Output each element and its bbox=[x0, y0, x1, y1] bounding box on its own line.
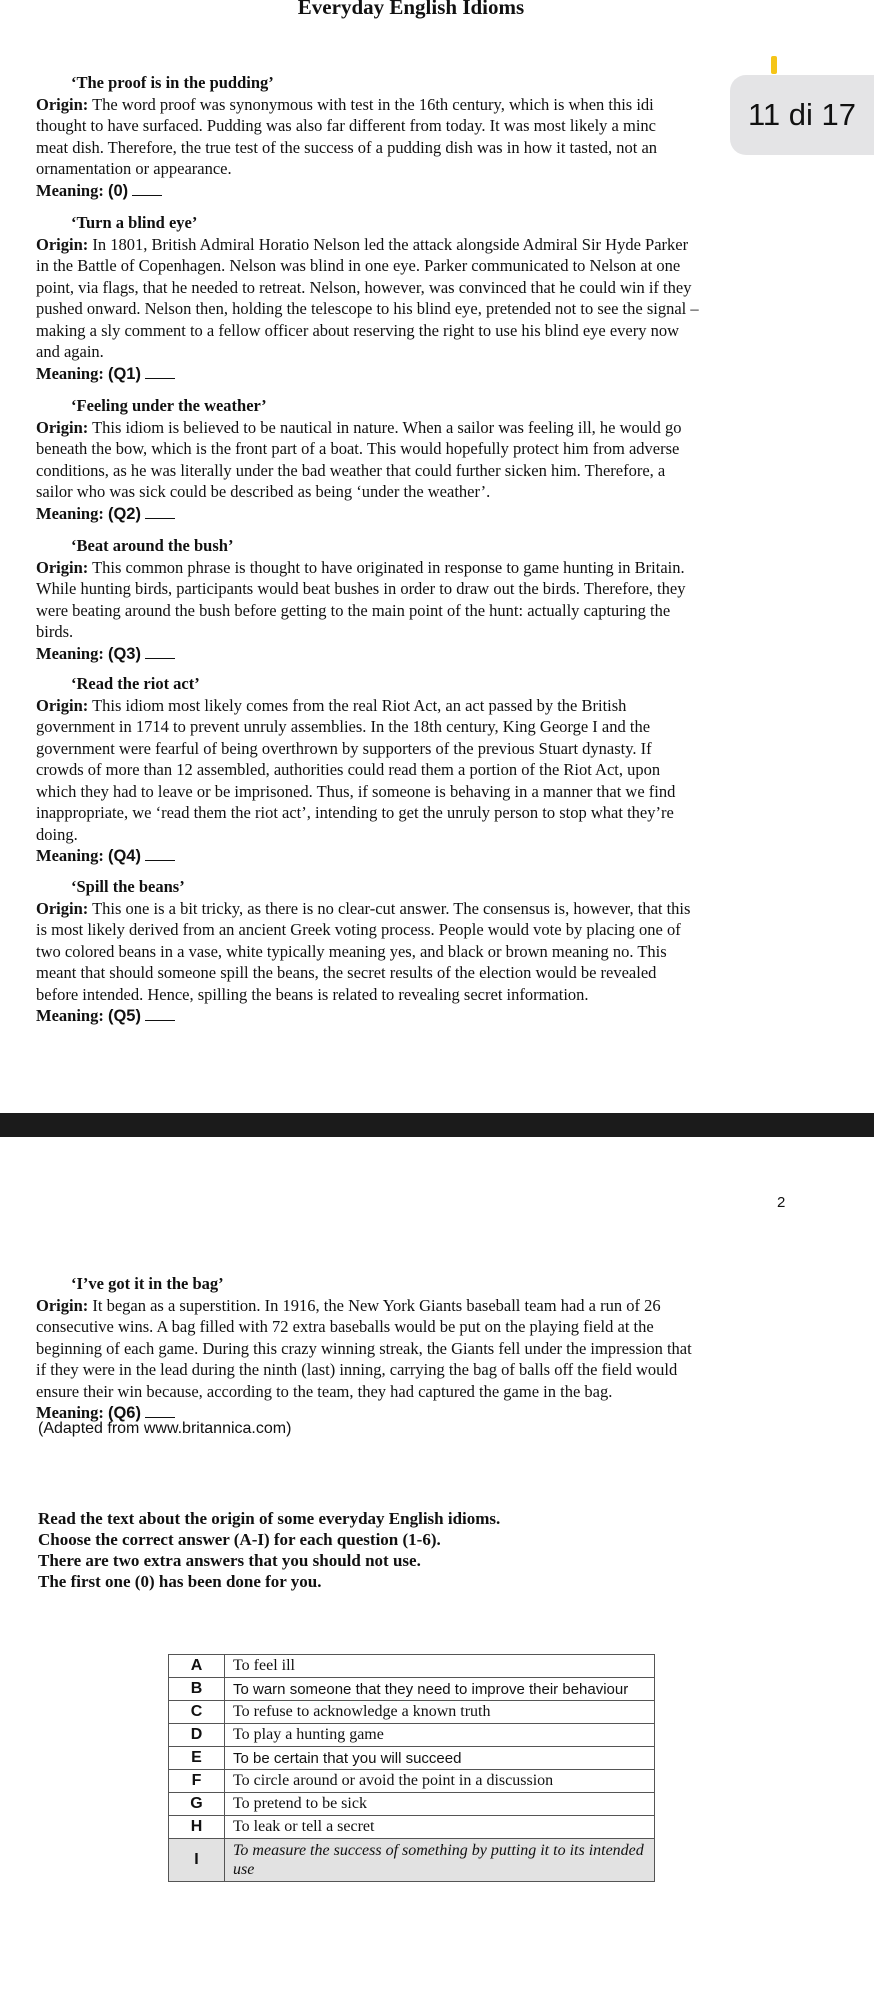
idiom-meaning bbox=[36, 845, 786, 868]
answer-blank[interactable] bbox=[145, 646, 175, 659]
origin-line: Origin: This common phrase is thought to have originated in response to game hunting in Britain. bbox=[36, 557, 685, 577]
idiom-title: ‘I’ve got it in the bag’ bbox=[71, 1274, 224, 1293]
origin-line: thought to have surfaced. Pudding was also far different from today. It was most likely a minc bbox=[36, 116, 656, 135]
idiom-origin bbox=[36, 695, 786, 846]
origin-line: While hunting birds, participants would beat bushes in order to draw out the birds. Therefore, they bbox=[36, 579, 686, 598]
idiom-block bbox=[36, 535, 786, 665]
origin-line: beginning of each game. During this crazy winning streak, the Giants fell under the impression that bbox=[36, 1338, 692, 1358]
answer-row bbox=[169, 1701, 655, 1724]
answer-text: To play a hunting game bbox=[225, 1724, 655, 1747]
answer-text: To be certain that you will succeed bbox=[225, 1747, 655, 1770]
meaning-label: Meaning: bbox=[36, 1403, 104, 1422]
origin-label: Origin: bbox=[36, 695, 89, 715]
meaning-label: Meaning: bbox=[36, 1006, 104, 1025]
origin-line: Origin: This idiom is believed to be nautical in nature. When a sailor was feeling ill, he would go bbox=[36, 417, 682, 437]
origin-line: doing. bbox=[36, 824, 78, 844]
answer-blank[interactable] bbox=[145, 848, 175, 861]
question-number: (Q2) bbox=[107, 504, 141, 523]
answer-text: To pretend to be sick bbox=[225, 1793, 655, 1816]
idiom-block bbox=[36, 1273, 786, 1425]
idiom-origin bbox=[36, 898, 786, 1006]
answer-blank[interactable] bbox=[132, 183, 162, 196]
idiom-origin bbox=[36, 417, 786, 503]
answer-letter: B bbox=[169, 1678, 225, 1701]
origin-line: inappropriate, we ‘read them the riot act’, intending to get the unruly person to stop what they’re bbox=[36, 803, 674, 822]
origin-line: in the Battle of Copenhagen. Nelson was blind in one eye. Parker communicated to Nelson at one bbox=[36, 256, 681, 275]
idiom-block bbox=[36, 395, 786, 525]
origin-line: Origin: The word proof was synonymous with test in the 16th century, which is when this idi bbox=[36, 94, 654, 114]
origin-label: Origin: bbox=[36, 1295, 89, 1315]
idiom-meaning bbox=[36, 643, 786, 666]
origin-line: two colored beans in a vase, white typically meaning yes, and black or brown meaning no. This bbox=[36, 941, 667, 961]
instruction-line: The first one (0) has been done for you. bbox=[38, 1572, 322, 1591]
answer-text: To warn someone that they need to improve their behaviour bbox=[225, 1678, 655, 1701]
origin-line: ornamentation or appearance. bbox=[36, 159, 232, 178]
idiom-origin bbox=[36, 557, 786, 643]
origin-line: if they were in the lead during the ninth (last) inning, carrying the bag of balls off the field would bbox=[36, 1360, 678, 1379]
answer-row bbox=[169, 1816, 655, 1839]
meaning-label: Meaning: bbox=[36, 643, 104, 663]
origin-line: sailor who was sick could be described as being ‘under the weather’. bbox=[36, 482, 491, 501]
answer-letter: D bbox=[169, 1724, 225, 1747]
answer-blank[interactable] bbox=[145, 366, 175, 379]
question-number: (Q3) bbox=[107, 644, 141, 663]
idiom-block bbox=[36, 673, 786, 868]
idiom-origin bbox=[36, 94, 786, 180]
instruction-line: Choose the correct answer (A-I) for each question (1-6). bbox=[38, 1530, 441, 1549]
origin-line: which they had to leave or be imprisoned. Thus, if someone is behaving in a manner that we find bbox=[36, 781, 676, 801]
idiom-title: ‘Feeling under the weather’ bbox=[71, 396, 267, 415]
answer-row bbox=[169, 1839, 655, 1882]
idiom-meaning bbox=[36, 1005, 786, 1028]
answer-letter: F bbox=[169, 1770, 225, 1793]
question-number: (Q1) bbox=[107, 364, 141, 383]
origin-line: making a sly comment to a fellow officer about reserving the right to use his blind eye every now bbox=[36, 320, 680, 340]
meaning-label: Meaning: bbox=[36, 503, 104, 523]
answer-row bbox=[169, 1678, 655, 1701]
origin-line: before intended. Hence, spilling the beans is related to revealing secret information. bbox=[36, 984, 589, 1004]
page-indicator-badge: 11 di 17 bbox=[730, 75, 874, 155]
idiom-title: ‘The proof is in the pudding’ bbox=[71, 73, 274, 92]
answer-row bbox=[169, 1793, 655, 1816]
idiom-block bbox=[36, 212, 786, 385]
origin-line: government in 1714 to prevent unruly assemblies. In the 18th century, King George I and the bbox=[36, 717, 651, 736]
idiom-title: ‘Spill the beans’ bbox=[71, 877, 185, 896]
instruction-line: Read the text about the origin of some everyday English idioms. bbox=[38, 1509, 501, 1528]
meaning-label: Meaning: bbox=[36, 846, 104, 865]
idiom-title: ‘Read the riot act’ bbox=[71, 674, 200, 693]
answer-text: To circle around or avoid the point in a discussion bbox=[225, 1770, 655, 1793]
origin-line: pushed onward. Nelson then, holding the telescope to his blind eye, pretended not to see the signal – bbox=[36, 299, 699, 318]
question-number: (Q5) bbox=[107, 1007, 141, 1025]
idiom-meaning bbox=[36, 180, 786, 203]
answer-text: To measure the success of something by putting it to its intended use bbox=[225, 1839, 655, 1882]
origin-line: and again. bbox=[36, 342, 104, 361]
page-number: 2 bbox=[777, 1194, 786, 1211]
origin-line: conditions, as he was literally under the bad weather that could further sicken him. Therefore, a bbox=[36, 460, 666, 480]
origin-line: crowds of more than 12 assembled, authorities could read them a portion of the Riot Act, upon bbox=[36, 760, 661, 779]
origin-label: Origin: bbox=[36, 234, 89, 254]
origin-line: meant that should someone spill the beans, the secret results of the election would be revealed bbox=[36, 963, 657, 982]
answer-blank[interactable] bbox=[145, 506, 175, 519]
question-number: (0) bbox=[107, 181, 129, 200]
meaning-label: Meaning: bbox=[36, 180, 104, 200]
origin-line: meat dish. Therefore, the true test of the success of a pudding dish was in how it tasted, not an bbox=[36, 137, 658, 157]
question-number: (Q6) bbox=[107, 1404, 141, 1422]
question-number: (Q4) bbox=[107, 847, 141, 865]
idiom-origin bbox=[36, 234, 786, 363]
idiom-origin bbox=[36, 1295, 786, 1403]
answer-text: To feel ill bbox=[225, 1655, 655, 1678]
answer-letter: C bbox=[169, 1701, 225, 1724]
origin-line: birds. bbox=[36, 622, 74, 641]
meaning-label: Meaning: bbox=[36, 363, 104, 383]
idiom-title: ‘Turn a blind eye’ bbox=[71, 213, 198, 232]
page-break-divider bbox=[0, 1113, 874, 1137]
origin-label: Origin: bbox=[36, 557, 89, 577]
origin-line: Origin: This one is a bit tricky, as there is no clear-cut answer. The consensus is, however, that this bbox=[36, 898, 691, 918]
answer-blank[interactable] bbox=[145, 1008, 175, 1021]
answer-row bbox=[169, 1747, 655, 1770]
origin-line: Origin: In 1801, British Admiral Horatio Nelson led the attack alongside Admiral Sir Hyde Parker bbox=[36, 234, 689, 254]
origin-line: Origin: It began as a superstition. In 1916, the New York Giants baseball team had a run of 26 bbox=[36, 1295, 661, 1315]
origin-line: is most likely derived from an ancient Greek voting process. People would vote by placing one of bbox=[36, 920, 681, 939]
idiom-block bbox=[36, 876, 786, 1028]
origin-label: Origin: bbox=[36, 898, 89, 918]
origin-line: point, via flags, that he needed to retreat. Nelson, however, was convinced that he could win if they bbox=[36, 277, 692, 297]
answer-blank[interactable] bbox=[145, 1405, 175, 1418]
origin-label: Origin: bbox=[36, 94, 89, 114]
instructions bbox=[38, 1508, 500, 1592]
idiom-meaning bbox=[36, 503, 786, 526]
answer-row bbox=[169, 1724, 655, 1747]
answer-row bbox=[169, 1655, 655, 1678]
source-credit: (Adapted from www.britannica.com) bbox=[38, 1420, 292, 1437]
origin-line: Origin: This idiom most likely comes from the real Riot Act, an act passed by the British bbox=[36, 695, 627, 715]
origin-line: were beating around the bush before getting to the main point of the hunt: actually capturing the bbox=[36, 600, 671, 620]
origin-line: ensure their win because, according to the team, they had captured the game in the bag. bbox=[36, 1381, 613, 1401]
origin-label: Origin: bbox=[36, 417, 89, 437]
idiom-block bbox=[36, 72, 786, 202]
answer-letter: A bbox=[169, 1655, 225, 1678]
answer-text: To leak or tell a secret bbox=[225, 1816, 655, 1839]
answer-letter: G bbox=[169, 1793, 225, 1816]
instruction-line: There are two extra answers that you should not use. bbox=[38, 1551, 421, 1570]
answer-letter: E bbox=[169, 1747, 225, 1770]
idiom-title: ‘Beat around the bush’ bbox=[71, 536, 234, 555]
answer-letter: I bbox=[169, 1839, 225, 1882]
origin-line: beneath the bow, which is the front part of a boat. This would hopefully protect him from adverse bbox=[36, 439, 680, 458]
document-title: Everyday English Idioms bbox=[297, 0, 525, 19]
answer-text: To refuse to acknowledge a known truth bbox=[225, 1701, 655, 1724]
idiom-meaning bbox=[36, 363, 786, 386]
origin-line: government were fearful of being overthrown by supporters of the previous Stuart dynasty. If bbox=[36, 738, 652, 758]
answers-table bbox=[168, 1654, 655, 1882]
answer-letter: H bbox=[169, 1816, 225, 1839]
origin-line: consecutive wins. A bag filled with 72 extra baseballs would be put on the playing field at the bbox=[36, 1317, 654, 1336]
answer-row bbox=[169, 1770, 655, 1793]
